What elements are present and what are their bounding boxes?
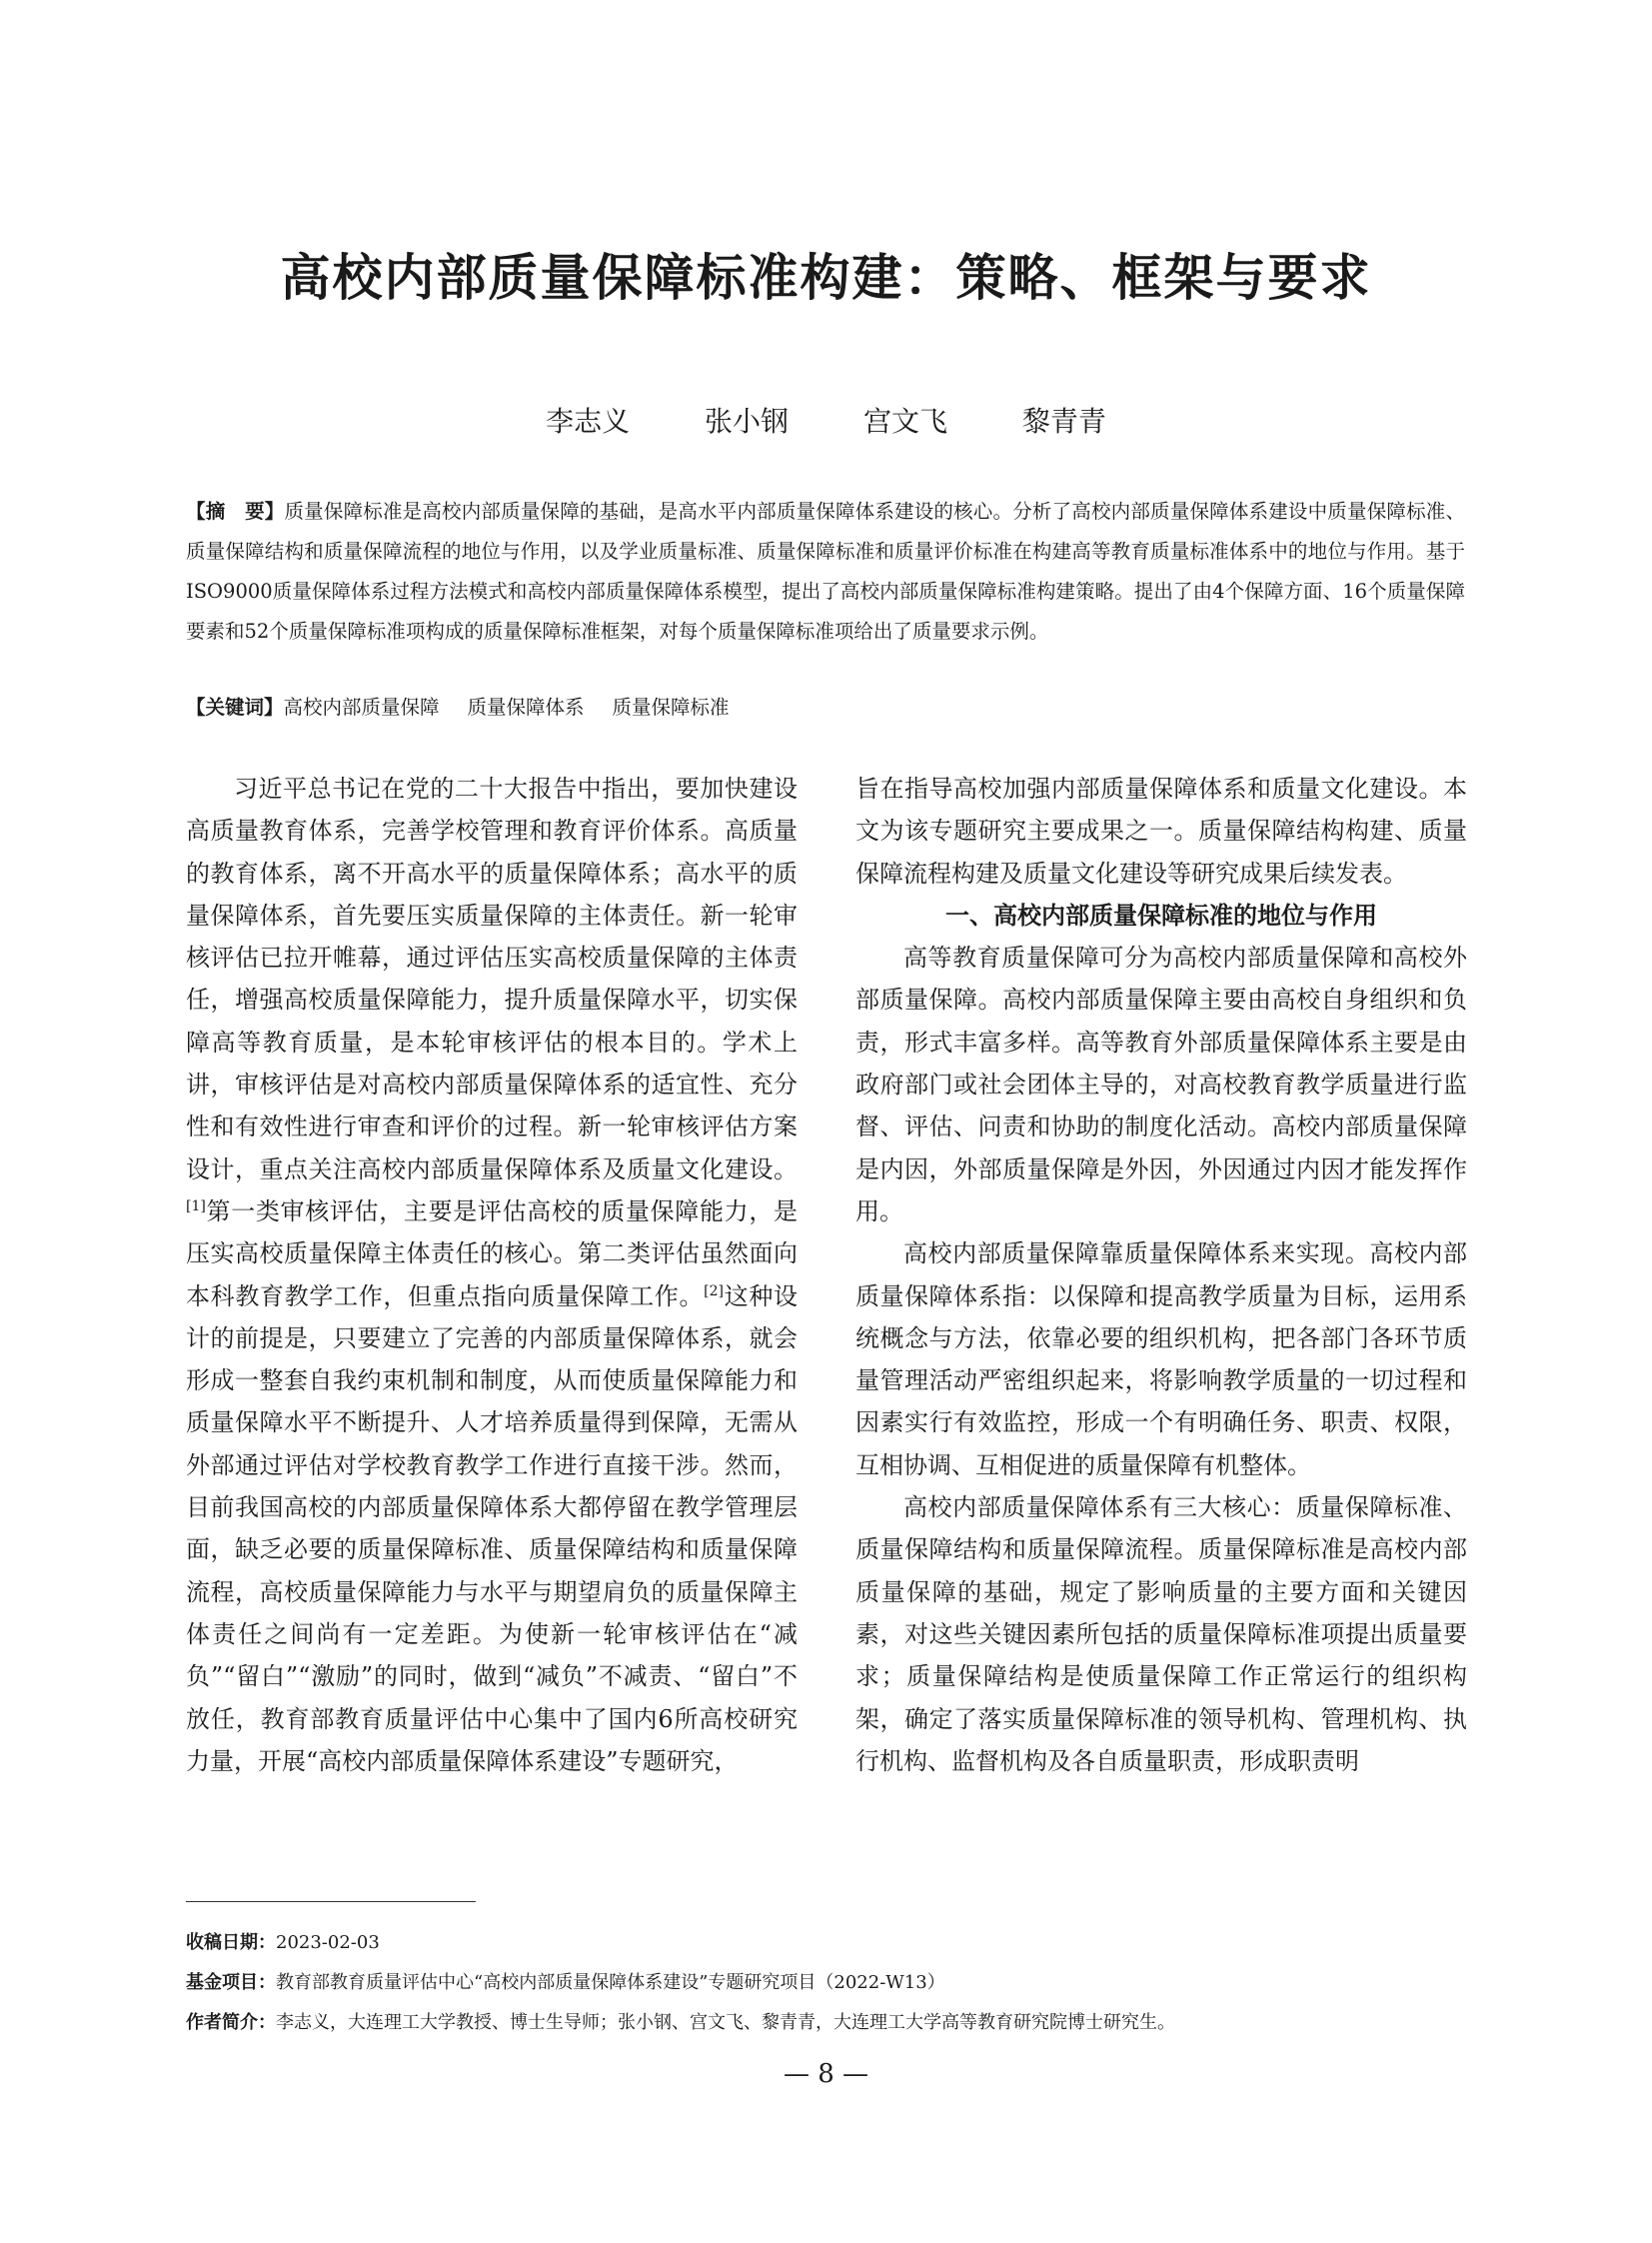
citation-ref: [1] — [186, 1197, 206, 1214]
keyword: 质量保障体系 — [467, 696, 585, 719]
body-column-right — [855, 768, 1467, 1782]
keywords-label: 【关键词】 — [186, 696, 284, 719]
keyword: 高校内部质量保障 — [283, 696, 440, 719]
keywords — [186, 688, 1465, 728]
footnote-label: 收稿日期： — [186, 1932, 276, 1953]
author-name: 宫文飞 — [862, 405, 947, 438]
paper-title: 高校内部质量保障标准构建：策略、框架与要求 — [280, 249, 1372, 307]
section-heading: 一、高校内部质量保障标准的地位与作用 — [945, 901, 1377, 930]
body-paragraph: 高等教育质量保障可分为高校内部质量保障和高校外部质量保障。高校内部质量保障主要由高校自身组织和负责，形式丰富多样。高等教育外部质量保障体系主要是由政府部门或社会团体主导的，对高校教育教学质量进行监督、评估、问责和协助的制度化活动。高校内部质量保障是内因，外部质量保障是外因，外因通过内因才能发挥作用。 — [855, 944, 1467, 1225]
footnote-text: 李志义，大连理工大学教授、博士生导师；张小钢、宫文飞、黎青青，大连理工大学高等教育研究院博士研究生。 — [276, 2012, 1175, 2033]
footnote-label: 作者简介： — [186, 2012, 276, 2033]
body-text: 这种设计的前提是，只要建立了完善的内部质量保障体系，就会形成一整套自我约束机制和制度，从而使质量保障能力和质量保障水平不断提升、人才培养质量得到保障，无需从外部通过评估对学校教育教学工作进行直接干涉。然而，目前我国高校的内部质量保障体系大都停留在教学管理层面，缺乏必要的质量保障标准、质量保障结构和质量保障流程，高校质量保障能力与水平与期望肩负的质量保障主体责任之间尚有一定差距。为使新一轮审核评估在“减负”“留白”“激励”的同时，做到“减负”不减责、“留白”不放任，教育部教育质量评估中心集中了国内6所高校研究力量，开展“高校内部质量保障体系建设”专题研究， — [186, 1281, 799, 1775]
abstract-text: 质量保障标准是高校内部质量保障的基础，是高水平内部质量保障体系建设的核心。分析了高校内部质量保障体系建设中质量保障标准、质量保障结构和质量保障流程的地位与作用，以及学业质量标准、质量保障标准和质量评价标准在构建高等教育质量标准体系中的地位与作用。基于ISO9000质量保障体系过程方法模式和高校内部质量保障体系模型，提出了高校内部质量保障标准构建策略。提出了由4个保障方面、16个质量保障要素和52个质量保障标准项构成的质量保障标准框架，对每个质量保障标准项给出了质量要求示例。 — [186, 500, 1465, 643]
body-text: 习近平总书记在党的二十大报告中指出，要加快建设高质量教育体系，完善学校管理和教育评价体系。高质量的教育体系，离不开高水平的质量保障体系；高水平的质量保障体系，首先要压实质量保障的主体责任。新一轮审核评估已拉开帷幕，通过评估压实高校质量保障的主体责任，增强高校质量保障能力，提升质量保障水平，切实保障高等教育质量，是本轮审核评估的根本目的。学术上讲，审核评估是对高校内部质量保障体系的适宜性、充分性和有效性进行审查和评价的过程。新一轮审核评估方案设计，重点关注高校内部质量保障体系及质量文化建设。 — [186, 775, 798, 1183]
author-list — [0, 400, 1652, 440]
footnotes — [186, 1923, 1465, 2043]
keyword: 质量保障标准 — [612, 696, 730, 719]
abstract — [186, 492, 1465, 652]
body-paragraph: 高校内部质量保障靠质量保障体系来实现。高校内部质量保障体系指：以保障和提高教学质量为目标，运用系统概念与方法，依靠必要的组织机构，把各部门各环节质量管理活动严密组织起来，将影响教学质量的一切过程和因素实行有效监控，形成一个有明确任务、职责、权限，互相协调、互相促进的质量保障有机整体。 — [855, 1239, 1467, 1479]
body-paragraph — [186, 768, 798, 1782]
body-text: 第一类审核评估，主要是评估高校的质量保障能力，是压实高校质量保障主体责任的核心。第二类评估虽然面向本科教育教学工作，但重点指向质量保障工作。 — [186, 1196, 798, 1310]
author-name: 张小钢 — [705, 405, 790, 438]
footnote-divider — [186, 1901, 476, 1902]
citation-ref: [2] — [704, 1282, 724, 1299]
body-column-left — [186, 768, 798, 1782]
footnote-label: 基金项目： — [186, 1972, 276, 1993]
footnote-received — [186, 1923, 1465, 1963]
abstract-label: 【摘 要】 — [186, 500, 285, 523]
author-name: 李志义 — [546, 405, 631, 438]
page-number: — 8 — — [783, 2059, 869, 2089]
body-paragraph: 旨在指导高校加强内部质量保障体系和质量文化建设。本文为该专题研究主要成果之一。质量保障结构构建、质量保障流程构建及质量文化建设等研究成果后续发表。 — [855, 775, 1467, 888]
footnote-fund — [186, 1963, 1465, 2003]
footnote-text: 2023-02-03 — [276, 1932, 380, 1953]
body-paragraph: 高校内部质量保障体系有三大核心：质量保障标准、质量保障结构和质量保障流程。质量保障标准是高校内部质量保障的基础，规定了影响质量的主要方面和关键因素，对这些关键因素所包括的质量保障标准项提出质量要求；质量保障结构是使质量保障工作正常运行的组织构架，确定了落实质量保障标准的领导机构、管理机构、执行机构、监督机构及各自质量职责，形成职责明 — [855, 1493, 1467, 1775]
author-name: 黎青青 — [1021, 405, 1106, 438]
footnote-bio — [186, 2003, 1465, 2043]
footnote-text: 教育部教育质量评估中心“高校内部质量保障体系建设”专题研究项目（2022-W13） — [276, 1972, 945, 1993]
